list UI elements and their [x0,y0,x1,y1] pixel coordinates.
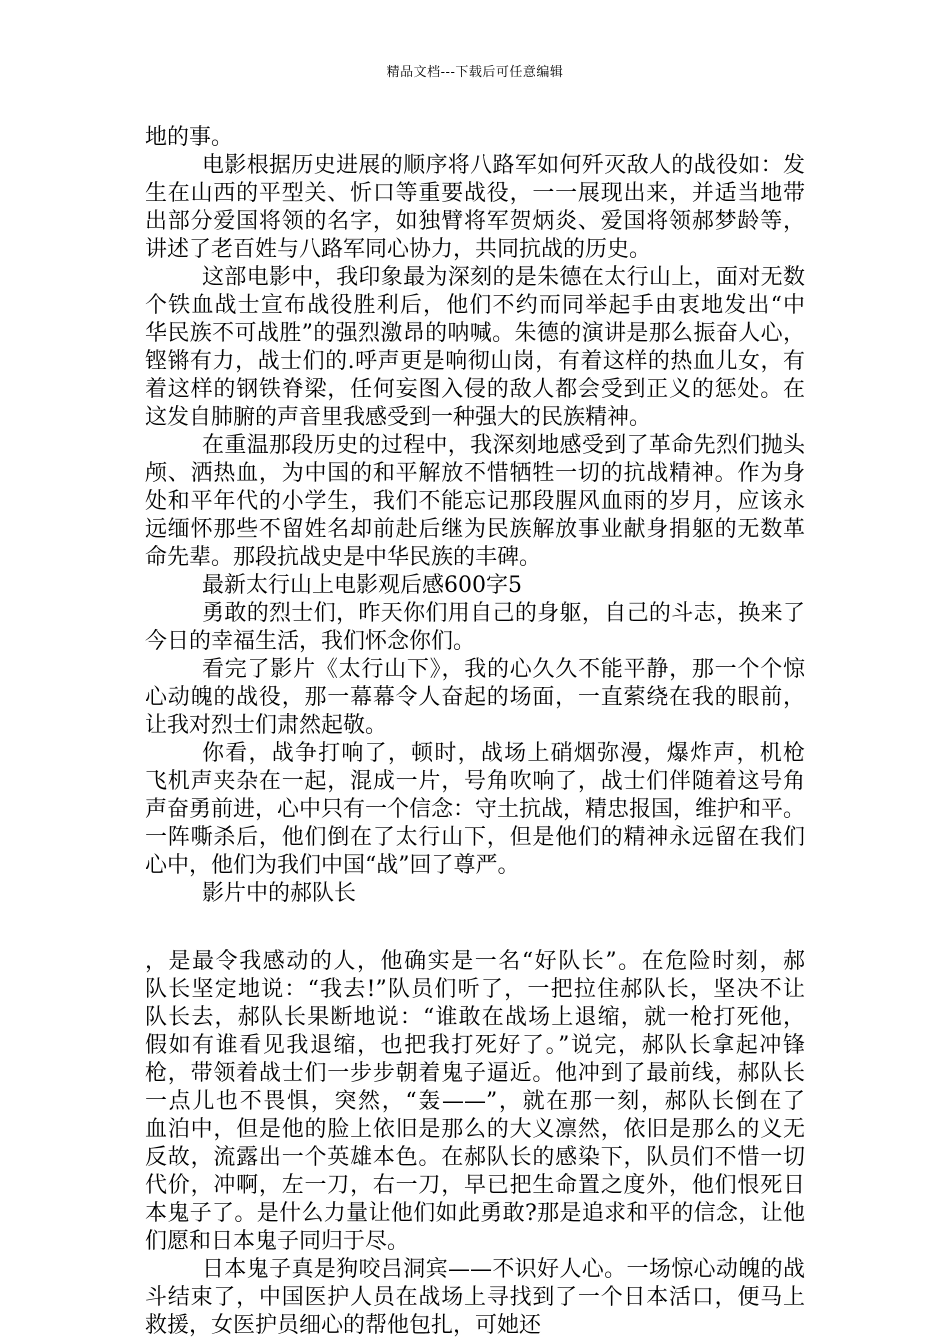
text-line: 讲述了老百姓与八路军同心协力，共同抗战的历史。 [145,237,652,262]
text-line: 队长坚定地说：“我去!”队员们听了，一把拉住郝队长，坚决不让 [145,977,805,1002]
paragraph [145,152,805,264]
text-line: 声奋勇前进，心中只有一个信念：守土抗战，精忠报国，维护和平。 [145,797,805,822]
text-line: 这部电影中，我印象最为深刻的是朱德在太行山上，面对无数 [202,265,805,290]
text-line: 心动魄的战役，那一幕幕令人奋起的场面，一直萦绕在我的眼前， [145,685,805,710]
paragraph [145,600,805,656]
blank-line [145,908,805,948]
text-line: 假如有谁看见我退缩，也把我打死好了。”说完，郝队长拿起冲锋 [145,1033,805,1058]
text-line: 枪，带领着战士们一步步朝着鬼子逼近。他冲到了最前线，郝队长 [145,1061,805,1086]
paragraph [145,1256,805,1340]
text-line: 代价，冲啊，左一刀，右一刀，早已把生命置之度外，他们恨死日 [145,1173,805,1198]
text-line: 一阵嘶杀后，他们倒在了太行山下，但是他们的精神永远留在我们 [145,825,805,850]
paragraph [145,572,805,600]
text-line: 救援，女医护员细心的帮他包扎，可她还 [145,1313,542,1338]
text-line: 本鬼子了。是什么力量让他们如此勇敢?那是追求和平的信念，让他 [145,1201,805,1226]
text-line: 颅、洒热血，为中国的和平解放不惜牺牲一切的抗战精神。作为身 [145,461,805,486]
paragraph [145,432,805,572]
text-line: 看完了影片《太行山下》，我的心久久不能平静，那一个个惊 [202,657,805,682]
text-line: 们愿和日本鬼子同归于尽。 [145,1229,410,1254]
text-line: 心中，他们为我们中国“战”回了尊严。 [145,853,520,878]
paragraph [145,948,805,1256]
text-line: 斗结束了，中国医护人员在战场上寻找到了一个日本活口，便马上 [145,1285,805,1310]
text-line: 勇敢的烈士们，昨天你们用自己的身躯，自己的斗志，换来了 [202,601,805,626]
page-header: 精品文档---下载后可任意编辑 [386,65,564,80]
paragraph [145,880,805,908]
text-line: 出部分爱国将领的名字，如独臂将军贺炳炎、爱国将领郝梦龄等， [145,209,805,234]
text-line: 生在山西的平型关、忻口等重要战役，一一展现出来，并适当地带 [145,181,805,206]
text-line: 命先辈。那段抗战史是中华民族的丰碑。 [145,545,542,570]
text-line: 飞机声夹杂在一起，混成一片，号角吹响了，战士们伴随着这号角 [145,769,805,794]
document-body [145,124,805,1340]
text-line: 今日的幸福生活，我们怀念你们。 [145,629,476,654]
text-line: 处和平年代的小学生，我们不能忘记那段腥风血雨的岁月，应该永 [145,489,805,514]
text-line: 铿锵有力，战士们的.呼声更是响彻山岗，有着这样的热血儿女，有 [145,349,805,374]
paragraph [145,264,805,432]
text-line: 一点儿也不畏惧，突然，“轰——”，就在那一刻，郝队长倒在了 [145,1089,805,1114]
text-line: 华民族不可战胜”的强烈激昂的呐喊。朱德的演讲是那么振奋人心， [145,321,805,346]
text-line: 这发自肺腑的声音里我感受到一种强大的民族精神。 [145,405,652,430]
text-line: 在重温那段历史的过程中，我深刻地感受到了革命先烈们抛头 [202,433,805,458]
text-line: 反故，流露出一个英雄本色。在郝队长的感染下，队员们不惜一切 [145,1145,805,1170]
text-line: 个铁血战士宣布战役胜利后，他们不约而同举起手由衷地发出“中 [145,293,805,318]
text-line: ，是最令我感动的人，他确实是一名“好队长”。在危险时刻，郝 [145,949,805,974]
paragraph [145,740,805,880]
text-line: 队长去，郝队长果断地说：“谁敢在战场上退缩，就一枪打死他， [145,1005,805,1030]
text-line: 着这样的钢铁脊梁，任何妄图入侵的敌人都会受到正义的惩处。在 [145,377,805,402]
text-line: 影片中的郝队长 [202,881,357,906]
text-line: 地的事。 [145,125,234,150]
text-line: 最新太行山上电影观后感600字5 [202,573,522,598]
text-line: 让我对烈士们肃然起敬。 [145,713,388,738]
text-line: 远缅怀那些不留姓名却前赴后继为民族解放事业献身捐躯的无数革 [145,517,805,542]
paragraph [145,656,805,740]
paragraph [145,124,805,152]
text-line: 你看，战争打响了，顿时，战场上硝烟弥漫，爆炸声，机枪 [202,741,805,766]
text-line: 电影根据历史进展的顺序将八路军如何歼灭敌人的战役如：发 [202,153,805,178]
text-line: 血泊中，但是他的脸上依旧是那么的大义凛然，依旧是那么的义无 [145,1117,805,1142]
text-line: 日本鬼子真是狗咬吕洞宾——不识好人心。一场惊心动魄的战 [202,1257,805,1282]
